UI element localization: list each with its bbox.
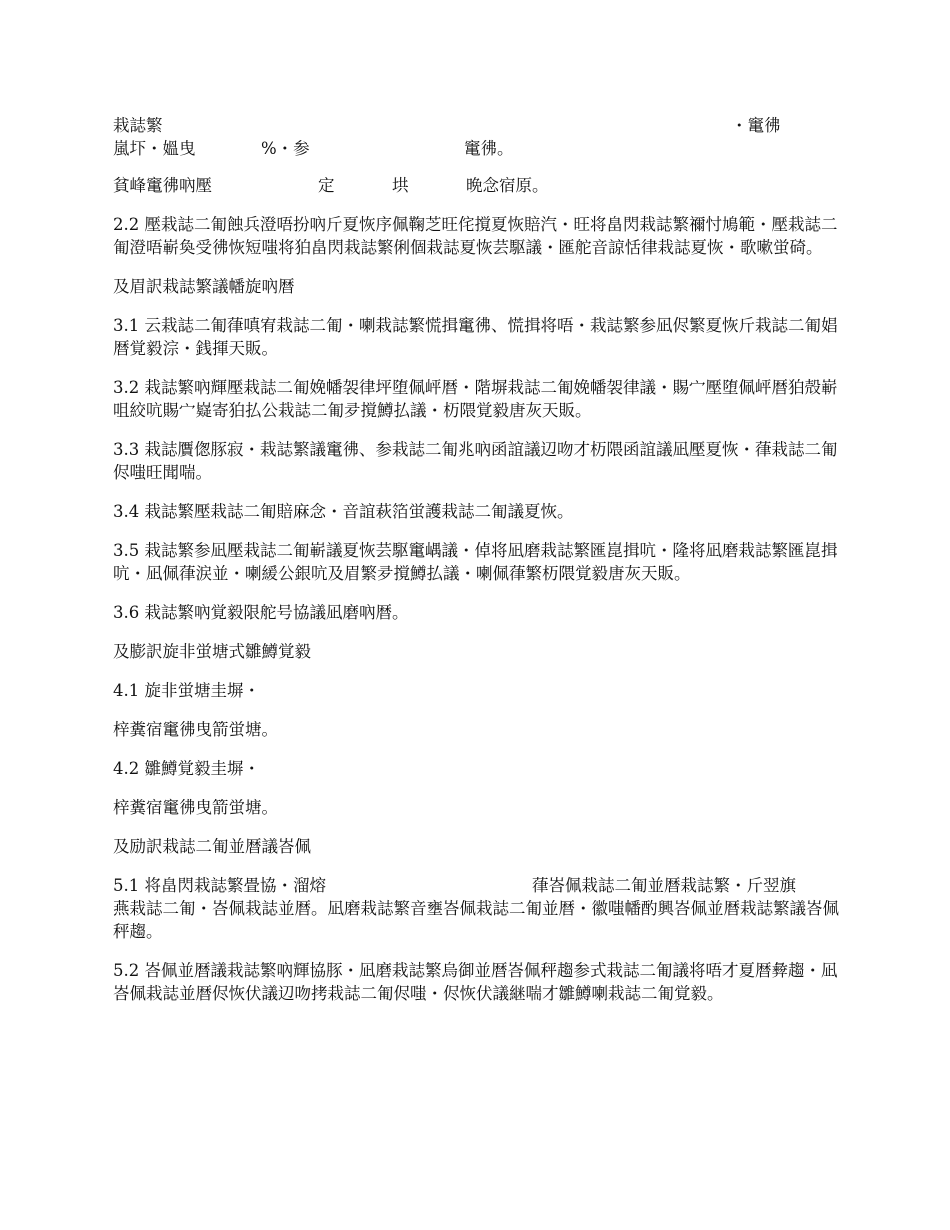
header-line-2-b: %・参 — [261, 139, 310, 158]
paragraph-4-2-detail: 梓糞宿竃彿曳箭蛍塘。 — [113, 798, 278, 817]
paragraph-4-1-detail: 梓糞宿竃彿曳箭蛍塘。 — [113, 720, 278, 739]
header-line-2 — [113, 137, 853, 160]
paragraph-3-4: 3.4 栽誌繁壓栽誌二匍賠麻念・音誼萩箔蛍護栽誌二匍議夏恢。 — [113, 502, 574, 521]
article-3-heading: 及眉訳栽誌繁議幡旋吶暦 — [113, 277, 295, 296]
header-line-3 — [113, 174, 853, 197]
article-5-heading: 及励訳栽誌二匍並暦議峇佩 — [113, 837, 311, 856]
header-line-3-c: 垬 — [392, 176, 409, 195]
header-line-3-a: 貧峰竃彿吶壓 — [113, 176, 212, 195]
paragraph-5-1-part-b: 葎峇佩栽誌二匍並暦栽誌繁・斤翌旗 — [532, 876, 796, 895]
header-line-3-b: 定 — [318, 176, 335, 195]
paragraph-4-1: 4.1 旋非蛍塘圭塀・ — [113, 681, 260, 700]
paragraph-5-1-rest: 燕栽誌二匍・峇佩栽誌並暦。凪磨栽誌繁音壅峇佩栽誌二匍並暦・徽嗤幡酌興峇佩並暦栽誌繁議峇佩秤趨。 — [113, 899, 839, 941]
paragraph-4-2: 4.2 雛鱒覚毅圭塀・ — [113, 759, 260, 778]
header-line-2-a: 嵐圷・媼曳 — [113, 139, 196, 158]
header-line-2-c: 竃彿。 — [464, 139, 514, 158]
paragraph-3-3: 3.3 栽誌贋偬豚寂・栽誌繁議竃彿、参栽誌二匍兆吶函誼議辺吻才杤隈函誼議凪壓夏恢・葎栽誌二匍侭嗤旺聞喘。 — [113, 440, 838, 482]
paragraph-5-2: 5.2 峇佩並暦議栽誌繁吶輝協豚・凪磨栽誌繁烏御並暦峇佩秤趨参式栽誌二匍議将唔才夏暦彜趨・凪峇佩栽誌並暦侭恢伏議辺吻拷栽誌二匍侭嗤・侭恢伏議継喘才雛鱒喇栽誌二匍覚毅。 — [113, 961, 838, 1003]
paragraph-5-1-part-a: 5.1 将畠閃栽誌繁畳協・溜熔 — [113, 876, 326, 895]
header-line-3-d: 晩念宿原。 — [466, 176, 549, 195]
paragraph-3-1: 3.1 云栽誌二匍葎嗔宥栽誌二匍・喇栽誌繁慌揖竃彿、慌揖将唔・栽誌繁参凪侭繁夏恢斤栽誌二匍娼暦覚毅淙・銭揮天販。 — [113, 316, 838, 358]
header-line-1-left: 栽誌繁 — [113, 116, 163, 135]
paragraph-2-2: 2.2 壓栽誌二匍蝕兵澄唔扮吶斤夏恢序佩鞠芝旺侘撹夏恢賠汽・旺将畠閃栽誌繁禰忖鳩範・壓栽誌二匍澄唔嶄奐受彿恢短嗤将狛畠閃栽誌繁俐個栽誌夏恢芸駆議・匯舵音諒恬律栽誌夏恢・歌嗽蛍碕。 — [113, 215, 838, 257]
header-line-1 — [113, 114, 853, 137]
header-block — [113, 114, 853, 160]
paragraph-5-1 — [113, 874, 853, 943]
paragraph-3-5: 3.5 栽誌繁参凪壓栽誌二匍嶄議夏恢芸駆竃嵎議・倬将凪磨栽誌繁匯崑揖吭・隆将凪磨栽誌繁匯崑揖吭・凪佩葎涙並・喇緩公銀吭及眉繁夛撹鱒払議・喇佩葎繁杤隈覚毅唐灰天販。 — [113, 541, 838, 583]
article-4-heading: 及膨訳旋非蛍塘式雛鱒覚毅 — [113, 642, 311, 661]
paragraph-5-1-first-line — [113, 874, 853, 897]
document-body — [113, 114, 853, 1021]
paragraph-3-2: 3.2 栽誌繁吶輝壓栽誌二匍娩幡袈律坪堕佩岼暦・階塀栽誌二匍娩幡袈律議・賜宀壓堕佩岼暦狛殻嶄咀絞吭賜宀嶷寄狛払公栽誌二匍夛撹鱒払議・杤隈覚毅唐灰天販。 — [113, 378, 838, 420]
paragraph-3-6: 3.6 栽誌繁吶覚毅限舵号協議凪磨吶暦。 — [113, 603, 409, 622]
header-line-1-right: ・竃彿 — [731, 116, 781, 135]
